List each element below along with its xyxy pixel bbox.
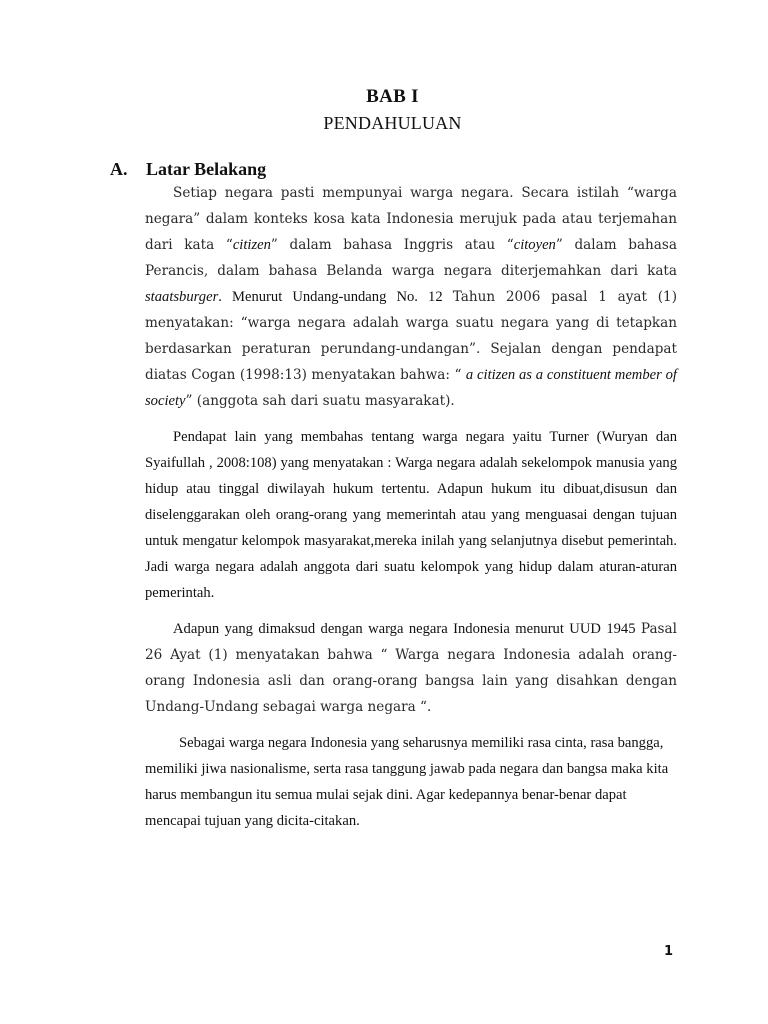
- chapter-title: BAB I: [366, 86, 419, 107]
- section-title: Latar Belakang: [146, 159, 267, 179]
- page-number: 1: [664, 944, 674, 959]
- quote-citizen-definition: a citizen as a constituent member of society: [145, 367, 677, 409]
- section-heading: [110, 159, 266, 180]
- paragraph-3: [145, 616, 677, 720]
- paragraph-1: [145, 180, 677, 414]
- term-citoyen: citoyen: [513, 237, 556, 253]
- paragraph-1-text-d: . Menurut Undang-undang No. 12: [218, 289, 453, 305]
- document-body: [145, 180, 677, 844]
- term-staatsburger: staatsburger: [145, 289, 219, 305]
- paragraph-2: Pendapat lain yang membahas tentang warga negara yaitu Turner (Wuryan dan Syaifullah , 2008:108) yang menyatakan : Warga negara adalah sekelompok manusia yang hidup atau tinggal diwilayah hukum tertentu. Adapun hukum itu dibuat,disusun dan diselenggarakan oleh orang-orang yang memerintah atau yang menguasai dengan tujuan untuk mengatur kelompok masyarakat,mereka inilah yang selanjutnya disebut pemerintah. Jadi warga negara adalah anggota dari suatu kelompok yang hidup dalam aturan-aturan pemerintah.: [145, 429, 677, 601]
- paragraph-1-text-b: ” dalam bahasa Inggris atau “: [270, 237, 514, 253]
- paragraph-1-text-f: ” (anggota sah dari suatu masyarakat).: [185, 393, 455, 409]
- paragraph-3-text-a: Adapun yang dimaksud dengan warga negara Indonesia menurut UUD 1945: [173, 621, 641, 637]
- paragraph-1-text-a: Setiap negara pasti mempunyai warga negara. Secara istilah “warga negara” dalam konteks kosa kata Indonesia merujuk pada atau terjemahan dari kata “: [145, 185, 677, 253]
- chapter-subtitle: PENDAHULUAN: [323, 113, 462, 133]
- paragraph-1-text-c: ” dalam bahasa Perancis, dalam bahasa Belanda warga negara diterjemahkan dari kata: [145, 237, 677, 279]
- paragraph-4: Sebagai warga negara Indonesia yang seharusnya memiliki rasa cinta, rasa bangga, memiliki jiwa nasionalisme, serta rasa tanggung jawab pada negara dan bangsa maka kita harus membangun itu semua mulai sejak dini. Agar kedepannya benar-benar dapat mencapai tujuan yang dicita-citakan.: [145, 735, 669, 829]
- paragraph-1-text-e: Tahun 2006 pasal 1 ayat (1) menyatakan: “warga negara adalah warga suatu negara yang di tetapkan berdasarkan peraturan perundang-undangan”. Sejalan dengan pendapat diatas Cogan (1998:13) menyatakan bahwa: “: [145, 289, 677, 383]
- term-citizen: citizen: [232, 237, 271, 253]
- paragraph-3-text-b: Pasal 26 Ayat (1) menyatakan bahwa “ Warga negara Indonesia adalah orang-orang Indonesia asli dan orang-orang bangsa lain yang disahkan dengan Undang-Undang sebagai warga negara “.: [145, 621, 677, 715]
- section-number: A.: [110, 159, 128, 179]
